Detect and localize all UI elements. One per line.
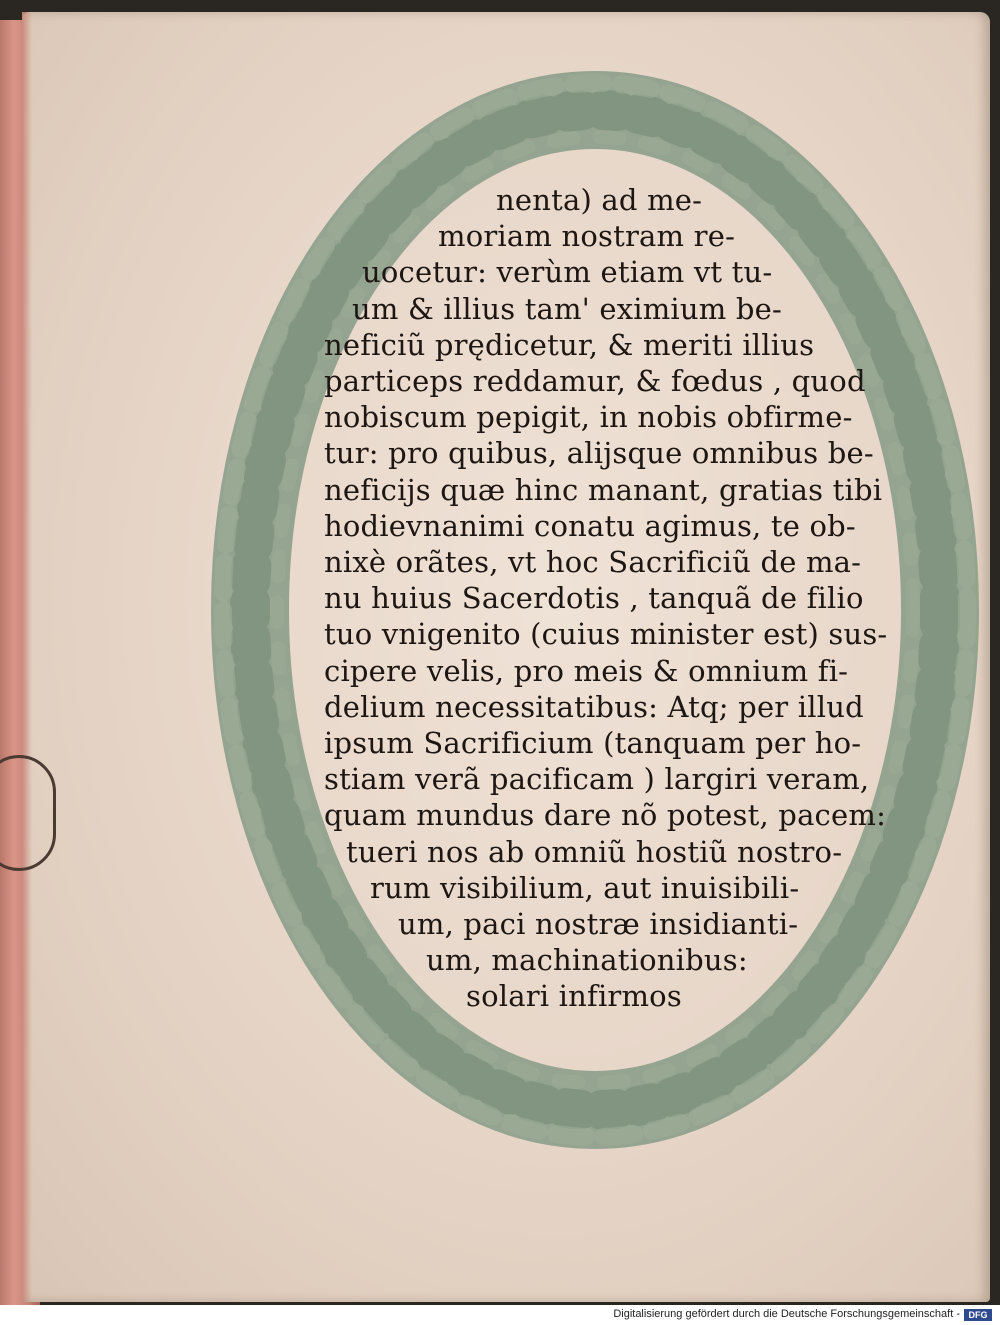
text-line: nenta) ad me-	[496, 183, 703, 217]
text-line: ipsum Sacrificium (tanquam per ho-	[324, 726, 862, 761]
latin-text-block	[300, 182, 900, 1015]
text-line: um & illius tam' eximium be-	[352, 291, 783, 326]
text-line: stiam verã pacificam ) largiri veram,	[324, 762, 870, 797]
footer-bar	[0, 1305, 1000, 1325]
funding-credit: Digitalisierung gefördert durch die Deutsche Forschungsgemeinschaft -	[613, 1308, 960, 1320]
text-line: hodievnanimi conatu agimus, te ob-	[324, 508, 856, 543]
text-line: neficiũ prędicetur, & meriti illius	[324, 327, 815, 362]
text-line: tur: pro quibus, alijsque omnibus be-	[324, 436, 874, 471]
text-line: tueri nos ab omniũ hostiũ nostro-	[346, 834, 843, 869]
text-line: tuo vnigenito (cuius minister est) sus-	[324, 617, 888, 652]
text-line: um, paci nostræ insidianti-	[398, 907, 799, 942]
text-line: particeps reddamur, & fœdus , quod	[324, 364, 866, 399]
text-line: cipere velis, pro meis & omnium fi-	[324, 653, 849, 688]
text-line: quam mundus dare nõ potest, pacem:	[324, 798, 887, 833]
text-line: solari infirmos	[466, 979, 682, 1014]
text-line: nu huius Sacerdotis , tanquã de filio	[324, 581, 864, 616]
dfg-logo-icon[interactable]: DFG	[964, 1309, 992, 1321]
text-line: nobiscum pepigit, in nobis obfirme-	[324, 400, 853, 435]
text-line: uocetur: verùm etiam vt tu-	[362, 255, 773, 290]
text-line: rum visibilium, aut inuisibili-	[370, 870, 800, 905]
text-line: neficijs quæ hinc manant, gratias tibi	[324, 472, 883, 507]
text-line: delium necessitatibus: Atq; per illud	[324, 689, 864, 724]
text-line: nixè orãtes, vt hoc Sacrificiũ de ma-	[324, 545, 862, 580]
text-line: moriam nostram re-	[438, 219, 736, 254]
text-line: um, machinationibus:	[426, 943, 748, 978]
